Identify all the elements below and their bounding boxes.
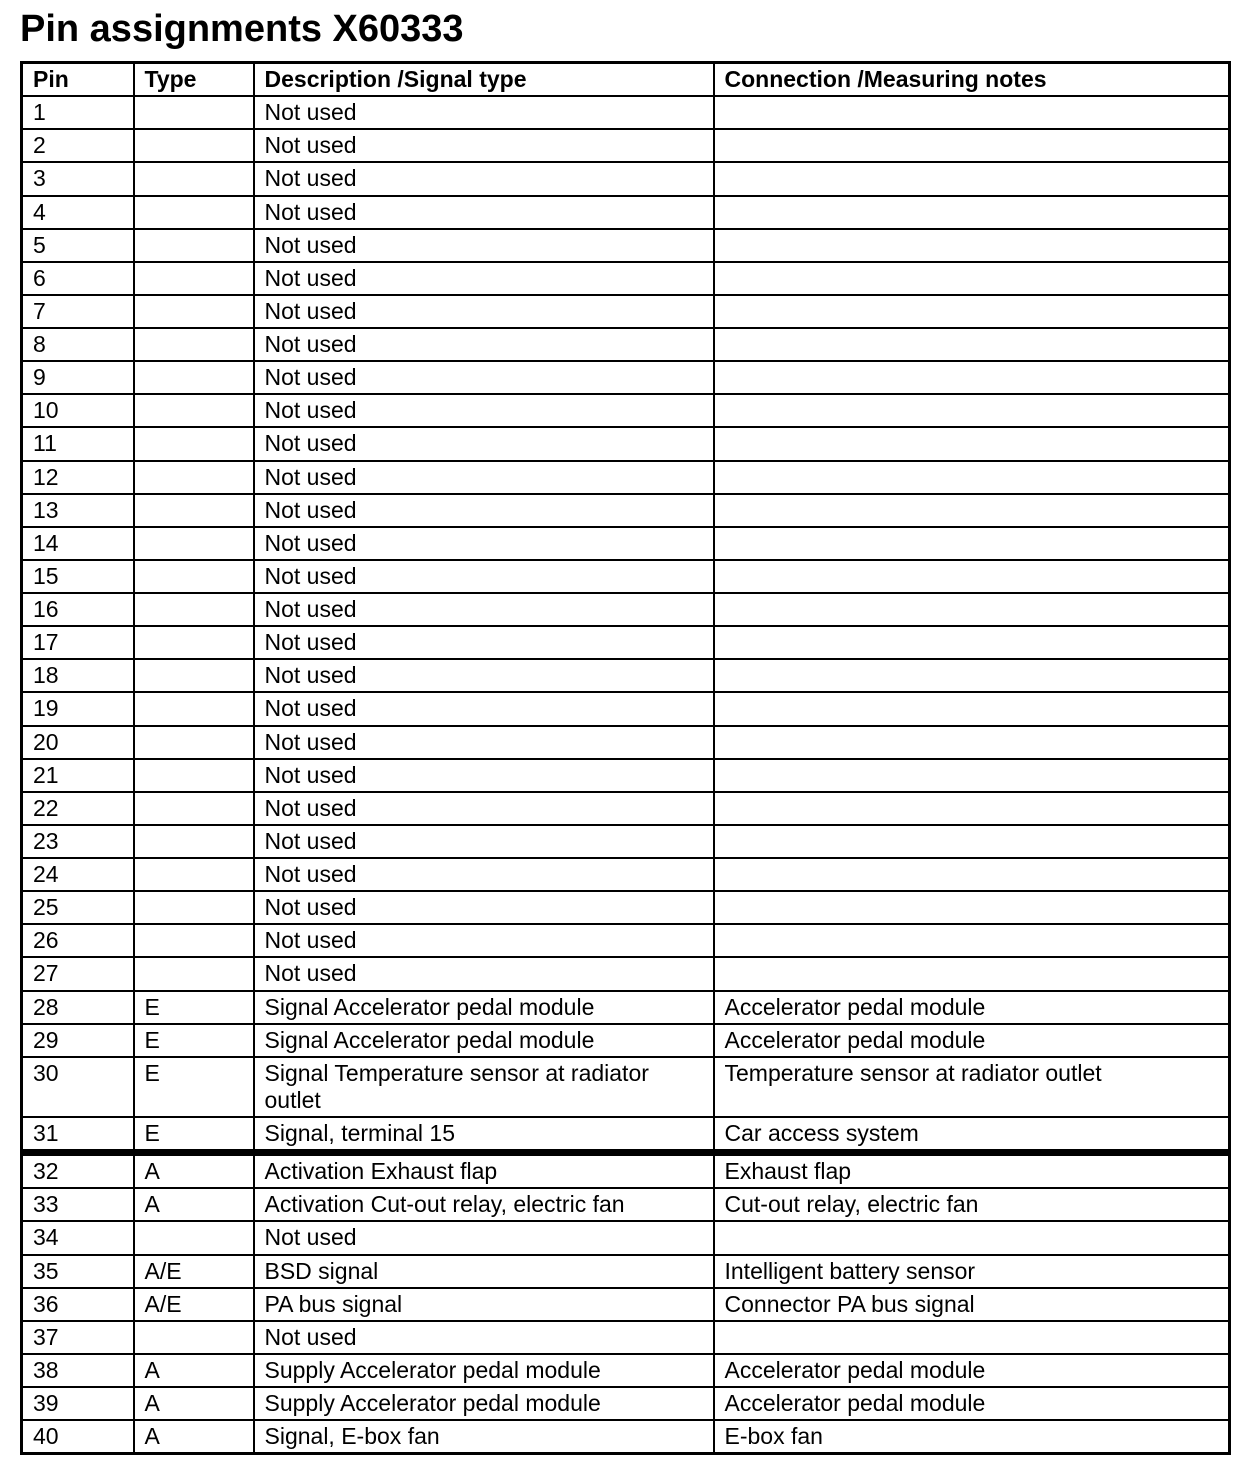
cell-type: A: [134, 1420, 254, 1454]
cell-connection: [714, 1321, 1230, 1354]
table-body: [22, 96, 1230, 1454]
table-row: [22, 394, 1230, 427]
cell-type: [134, 659, 254, 692]
cell-connection: [714, 858, 1230, 891]
cell-type: [134, 560, 254, 593]
table-row: [22, 726, 1230, 759]
cell-description: Not used: [254, 560, 714, 593]
cell-pin: 8: [22, 328, 134, 361]
cell-connection: [714, 527, 1230, 560]
cell-description: Not used: [254, 626, 714, 659]
cell-pin: 2: [22, 129, 134, 162]
table-row: [22, 295, 1230, 328]
cell-pin: 38: [22, 1354, 134, 1387]
cell-description: PA bus signal: [254, 1288, 714, 1321]
cell-pin: 7: [22, 295, 134, 328]
cell-pin: 25: [22, 891, 134, 924]
cell-connection: Intelligent battery sensor: [714, 1255, 1230, 1288]
cell-description: Not used: [254, 262, 714, 295]
table-row: [22, 991, 1230, 1024]
cell-connection: [714, 759, 1230, 792]
cell-connection: [714, 295, 1230, 328]
cell-type: [134, 427, 254, 460]
cell-pin: 17: [22, 626, 134, 659]
cell-connection: [714, 394, 1230, 427]
table-row: [22, 891, 1230, 924]
cell-type: [134, 825, 254, 858]
cell-type: [134, 162, 254, 195]
cell-type: [134, 891, 254, 924]
cell-pin: 29: [22, 1024, 134, 1057]
cell-connection: [714, 262, 1230, 295]
table-row: [22, 262, 1230, 295]
table-row: [22, 494, 1230, 527]
table-row: [22, 626, 1230, 659]
cell-connection: [714, 692, 1230, 725]
cell-type: [134, 461, 254, 494]
cell-pin: 22: [22, 792, 134, 825]
table-row: [22, 1255, 1230, 1288]
cell-type: [134, 527, 254, 560]
cell-description: Not used: [254, 924, 714, 957]
cell-description: BSD signal: [254, 1255, 714, 1288]
table-row: [22, 1354, 1230, 1387]
table-row: [22, 1188, 1230, 1221]
table-row: [22, 1288, 1230, 1321]
cell-pin: 39: [22, 1387, 134, 1420]
cell-type: E: [134, 1024, 254, 1057]
cell-description: Not used: [254, 1221, 714, 1254]
cell-type: [134, 792, 254, 825]
cell-connection: Accelerator pedal module: [714, 1387, 1230, 1420]
cell-type: [134, 858, 254, 891]
cell-connection: Car access system: [714, 1117, 1230, 1153]
table-row: [22, 229, 1230, 262]
cell-description: Signal Temperature sensor at radiator outlet: [254, 1057, 714, 1117]
table-row: [22, 858, 1230, 891]
cell-type: A: [134, 1153, 254, 1189]
cell-pin: 11: [22, 427, 134, 460]
cell-pin: 9: [22, 361, 134, 394]
table-row: [22, 427, 1230, 460]
cell-type: [134, 726, 254, 759]
cell-type: [134, 328, 254, 361]
table-row: [22, 1024, 1230, 1057]
cell-connection: [714, 427, 1230, 460]
cell-description: Not used: [254, 129, 714, 162]
table-row: [22, 692, 1230, 725]
table-row: [22, 1057, 1230, 1117]
cell-description: Not used: [254, 461, 714, 494]
cell-connection: [714, 229, 1230, 262]
cell-type: [134, 196, 254, 229]
header-description: Description /Signal type: [254, 63, 714, 97]
cell-pin: 14: [22, 527, 134, 560]
cell-connection: [714, 924, 1230, 957]
cell-type: E: [134, 1117, 254, 1153]
cell-connection: Exhaust flap: [714, 1153, 1230, 1189]
cell-type: [134, 96, 254, 129]
cell-connection: [714, 328, 1230, 361]
cell-description: Not used: [254, 96, 714, 129]
cell-connection: Connector PA bus signal: [714, 1288, 1230, 1321]
cell-type: E: [134, 991, 254, 1024]
cell-type: [134, 924, 254, 957]
cell-description: Signal Accelerator pedal module: [254, 991, 714, 1024]
table-row: [22, 96, 1230, 129]
cell-connection: [714, 162, 1230, 195]
cell-pin: 35: [22, 1255, 134, 1288]
cell-pin: 4: [22, 196, 134, 229]
cell-pin: 21: [22, 759, 134, 792]
cell-connection: Accelerator pedal module: [714, 991, 1230, 1024]
cell-connection: Accelerator pedal module: [714, 1024, 1230, 1057]
cell-description: Not used: [254, 858, 714, 891]
cell-pin: 40: [22, 1420, 134, 1454]
cell-type: A: [134, 1387, 254, 1420]
cell-description: Not used: [254, 957, 714, 990]
cell-pin: 34: [22, 1221, 134, 1254]
cell-connection: [714, 96, 1230, 129]
cell-description: Not used: [254, 427, 714, 460]
cell-pin: 20: [22, 726, 134, 759]
table-row: [22, 361, 1230, 394]
cell-pin: 12: [22, 461, 134, 494]
table-row: [22, 1153, 1230, 1189]
cell-connection: [714, 560, 1230, 593]
cell-pin: 33: [22, 1188, 134, 1221]
table-row: [22, 461, 1230, 494]
table-row: [22, 825, 1230, 858]
cell-type: [134, 1221, 254, 1254]
cell-connection: [714, 196, 1230, 229]
cell-type: A: [134, 1188, 254, 1221]
cell-pin: 1: [22, 96, 134, 129]
table-row: [22, 162, 1230, 195]
cell-description: Not used: [254, 229, 714, 262]
cell-connection: [714, 792, 1230, 825]
cell-pin: 6: [22, 262, 134, 295]
cell-description: Signal, E-box fan: [254, 1420, 714, 1454]
header-row: [22, 63, 1230, 97]
cell-type: [134, 626, 254, 659]
table-row: [22, 1420, 1230, 1454]
cell-type: [134, 229, 254, 262]
cell-pin: 26: [22, 924, 134, 957]
cell-description: Not used: [254, 295, 714, 328]
table-row: [22, 328, 1230, 361]
cell-description: Not used: [254, 659, 714, 692]
cell-type: [134, 494, 254, 527]
cell-pin: 5: [22, 229, 134, 262]
cell-connection: [714, 825, 1230, 858]
cell-pin: 18: [22, 659, 134, 692]
cell-description: Not used: [254, 759, 714, 792]
cell-type: [134, 957, 254, 990]
table-row: [22, 527, 1230, 560]
cell-connection: [714, 891, 1230, 924]
table-row: [22, 593, 1230, 626]
cell-description: Not used: [254, 361, 714, 394]
cell-pin: 19: [22, 692, 134, 725]
table-row: [22, 659, 1230, 692]
cell-description: Not used: [254, 726, 714, 759]
table-row: [22, 792, 1230, 825]
cell-type: [134, 262, 254, 295]
cell-pin: 23: [22, 825, 134, 858]
cell-pin: 32: [22, 1153, 134, 1189]
cell-type: E: [134, 1057, 254, 1117]
table-row: [22, 957, 1230, 990]
cell-type: [134, 129, 254, 162]
cell-type: [134, 1321, 254, 1354]
cell-pin: 27: [22, 957, 134, 990]
cell-connection: [714, 129, 1230, 162]
table-row: [22, 1321, 1230, 1354]
cell-pin: 16: [22, 593, 134, 626]
cell-type: A: [134, 1354, 254, 1387]
cell-description: Activation Cut-out relay, electric fan: [254, 1188, 714, 1221]
cell-description: Not used: [254, 692, 714, 725]
cell-connection: [714, 1221, 1230, 1254]
cell-description: Not used: [254, 162, 714, 195]
cell-connection: [714, 726, 1230, 759]
cell-connection: Cut-out relay, electric fan: [714, 1188, 1230, 1221]
cell-type: [134, 361, 254, 394]
table-row: [22, 1117, 1230, 1153]
pin-assignments-table: [20, 61, 1231, 1455]
cell-type: [134, 759, 254, 792]
cell-connection: Accelerator pedal module: [714, 1354, 1230, 1387]
cell-description: Not used: [254, 792, 714, 825]
cell-description: Activation Exhaust flap: [254, 1153, 714, 1189]
cell-description: Not used: [254, 494, 714, 527]
table-row: [22, 759, 1230, 792]
cell-type: [134, 692, 254, 725]
cell-description: Not used: [254, 891, 714, 924]
cell-description: Not used: [254, 593, 714, 626]
cell-description: Not used: [254, 328, 714, 361]
cell-pin: 30: [22, 1057, 134, 1117]
cell-pin: 24: [22, 858, 134, 891]
cell-description: Signal Accelerator pedal module: [254, 1024, 714, 1057]
cell-connection: Temperature sensor at radiator outlet: [714, 1057, 1230, 1117]
cell-type: A/E: [134, 1255, 254, 1288]
header-connection: Connection /Measuring notes: [714, 63, 1230, 97]
cell-pin: 3: [22, 162, 134, 195]
cell-type: [134, 593, 254, 626]
cell-pin: 36: [22, 1288, 134, 1321]
cell-type: [134, 394, 254, 427]
cell-pin: 37: [22, 1321, 134, 1354]
cell-description: Not used: [254, 394, 714, 427]
cell-connection: [714, 626, 1230, 659]
cell-description: Not used: [254, 527, 714, 560]
page-title: Pin assignments X60333: [20, 8, 464, 50]
cell-connection: [714, 957, 1230, 990]
cell-connection: [714, 593, 1230, 626]
cell-description: Not used: [254, 1321, 714, 1354]
header-pin: Pin: [22, 63, 134, 97]
cell-type: [134, 295, 254, 328]
cell-description: Supply Accelerator pedal module: [254, 1387, 714, 1420]
table-row: [22, 1221, 1230, 1254]
cell-pin: 13: [22, 494, 134, 527]
cell-pin: 31: [22, 1117, 134, 1153]
cell-pin: 10: [22, 394, 134, 427]
cell-connection: [714, 361, 1230, 394]
cell-pin: 28: [22, 991, 134, 1024]
table-row: [22, 196, 1230, 229]
table-row: [22, 1387, 1230, 1420]
table-row: [22, 924, 1230, 957]
header-type: Type: [134, 63, 254, 97]
cell-description: Signal, terminal 15: [254, 1117, 714, 1153]
cell-description: Not used: [254, 196, 714, 229]
cell-connection: [714, 494, 1230, 527]
cell-description: Not used: [254, 825, 714, 858]
table-row: [22, 129, 1230, 162]
cell-connection: [714, 461, 1230, 494]
cell-type: A/E: [134, 1288, 254, 1321]
cell-pin: 15: [22, 560, 134, 593]
cell-connection: [714, 659, 1230, 692]
cell-description: Supply Accelerator pedal module: [254, 1354, 714, 1387]
cell-connection: E-box fan: [714, 1420, 1230, 1454]
table-row: [22, 560, 1230, 593]
